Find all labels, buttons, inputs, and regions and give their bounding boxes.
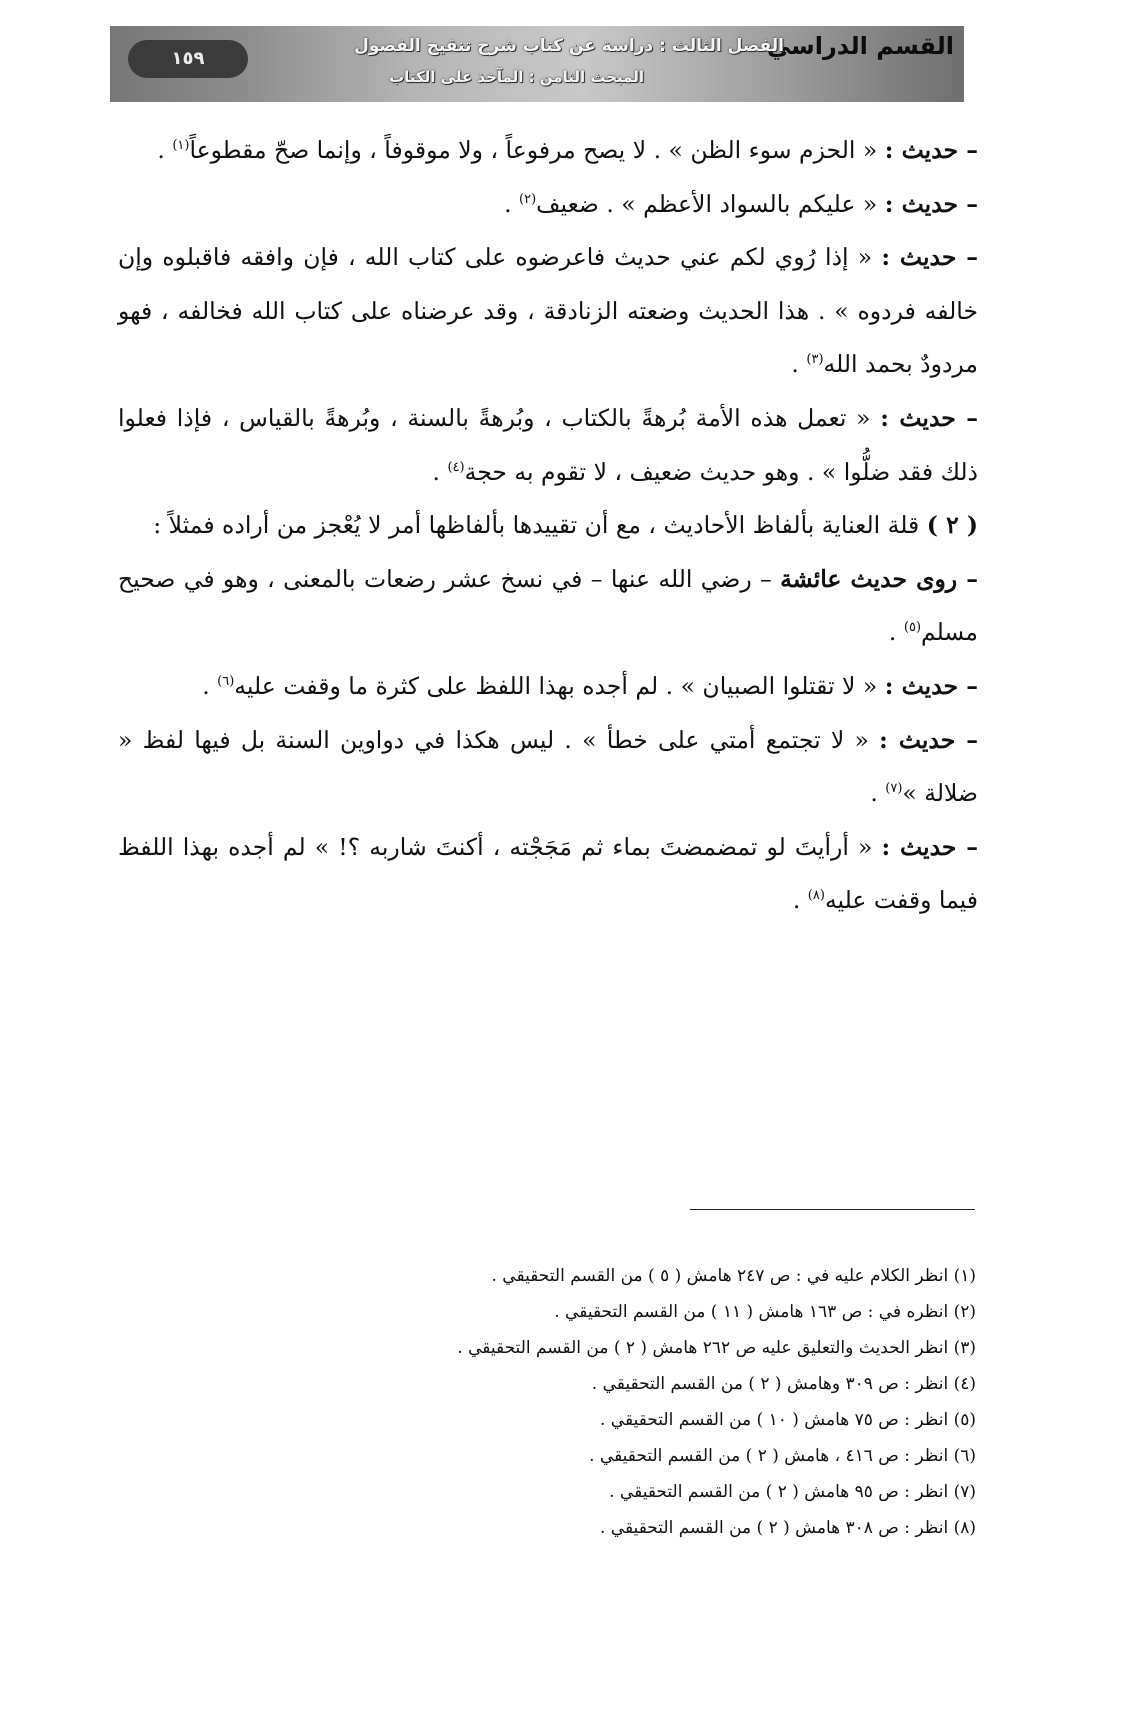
paragraph-text: « لا تجتمع أمتي على خطأ » . ليس هكذا في دواوين السنة بل فيها لفظ « ضلالة » [118, 725, 978, 808]
paragraph-end: . [792, 886, 808, 915]
footnotes [300, 1258, 976, 1546]
paragraph-label: – حديث : [881, 243, 979, 272]
paragraph-text: « أرأيتَ لو تمضمضتَ بماء ثم مَجَجْته ، أكنتَ شاربه ؟! » لم أجده بهذا اللفظ فيما وقفت عليه [118, 832, 978, 915]
footnote-ref: (٨) [807, 888, 825, 904]
paragraph [118, 660, 978, 714]
footnote: (٢) انظره في : ص ١٦٣ هامش ( ١١ ) من القسم التحقيقي . [554, 1302, 976, 1322]
footnote: (٣) انظر الحديث والتعليق عليه ص ٢٦٢ هامش ( ٢ ) من القسم التحقيقي . [457, 1338, 976, 1358]
footnote-separator [690, 1209, 975, 1210]
footnote-ref: (١) [172, 138, 190, 154]
paragraph-end: . [870, 779, 886, 808]
paragraph-label: – روى حديث عائشة [780, 564, 978, 593]
footnote: (٨) انظر : ص ٣٠٨ هامش ( ٢ ) من القسم التحقيقي . [599, 1518, 976, 1538]
paragraph-text: « تعمل هذه الأمة بُرهةً بالكتاب ، وبُرهةً بالسنة ، وبُرهةً بالقياس ، فإذا فعلوا ذلك فقد ضلُّوا » . وهو حديث ضعيف ، لا تقوم به حجة [118, 403, 978, 486]
paragraph [118, 821, 978, 928]
paragraph-label: ( ٢ ) [926, 511, 978, 540]
paragraph [118, 231, 978, 392]
paragraph-end: . [157, 136, 173, 164]
footnote-ref: (٢) [519, 191, 537, 207]
header-chapter-title: الفصل الثالث : دراسة عن كتاب شرح تنقيح الفصول [354, 36, 784, 56]
footnote: (٦) انظر : ص ٤١٦ ، هامش ( ٢ ) من القسم التحقيقي . [589, 1446, 976, 1466]
paragraph-text: قلة العناية بألفاظ الأحاديث ، مع أن تقييدها بألفاظها أمر لا يُعْجز من أراده فمثلاً : [153, 511, 927, 540]
paragraph [118, 714, 978, 821]
footnote-ref: (٤) [447, 459, 465, 475]
footnote-ref: (٣) [806, 352, 824, 368]
footnote: (٤) انظر : ص ٣٠٩ وهامش ( ٢ ) من القسم التحقيقي . [591, 1374, 976, 1394]
paragraph-label: – حديث : [884, 189, 978, 218]
paragraph-label: – حديث : [879, 725, 979, 754]
main-text [118, 124, 978, 928]
footnote-ref: (٦) [217, 674, 235, 690]
paragraph-end: . [432, 457, 448, 486]
paragraph-end: . [791, 350, 807, 379]
footnote: (٧) انظر : ص ٩٥ هامش ( ٢ ) من القسم التحقيقي . [609, 1482, 976, 1502]
paragraph [118, 392, 978, 499]
footnote-ref: (٥) [903, 620, 922, 636]
header-section-title: القسم الدراسي [766, 32, 954, 60]
paragraph-text: « إذا رُوي لكم عني حديث فاعرضوه على كتاب الله ، فإن وافقه فاقبلوه وإن خالفه فردوه » . هذا الحديث وضعته الزنادقة ، وقد عرضناه على كتاب الله فخالفه ، فهو مردودٌ بحمد الله [118, 243, 978, 379]
paragraph-text: « عليكم بالسواد الأعظم » . ضعيف [536, 189, 885, 218]
footnote: (٥) انظر : ص ٧٥ هامش ( ١٠ ) من القسم التحقيقي . [600, 1410, 976, 1430]
footnote-ref: (٧) [885, 781, 903, 797]
paragraph-label: – حديث : [884, 136, 978, 164]
page-number: ١٥٩ [128, 40, 248, 78]
header-subsection-title: المبحث الثامن : المآخذ على الكتاب [389, 68, 644, 86]
paragraph [118, 124, 978, 178]
paragraph [118, 499, 978, 553]
paragraph-text: « الحزم سوء الظن » . لا يصح مرفوعاً ، ولا موقوفاً ، وإنما صحّ مقطوعاً [189, 136, 885, 164]
paragraph [118, 178, 978, 232]
paragraph-label: – حديث : [881, 832, 979, 861]
paragraph-end: . [888, 618, 904, 647]
footnote: (١) انظر الكلام عليه في : ص ٢٤٧ هامش ( ٥ ) من القسم التحقيقي . [491, 1266, 976, 1286]
paragraph-label: – حديث : [884, 671, 978, 700]
running-header [110, 26, 964, 102]
paragraph-label: – حديث : [880, 403, 978, 432]
paragraph-end: . [202, 671, 218, 700]
paragraph-end: . [504, 189, 520, 218]
paragraph [118, 553, 978, 660]
paragraph-text: « لا تقتلوا الصبيان » . لم أجده بهذا اللفظ على كثرة ما وقفت عليه [234, 671, 885, 700]
paragraph-text: – رضي الله عنها – في نسخ عشر رضعات بالمعنى ، وهو في صحيح مسلم [118, 564, 978, 647]
